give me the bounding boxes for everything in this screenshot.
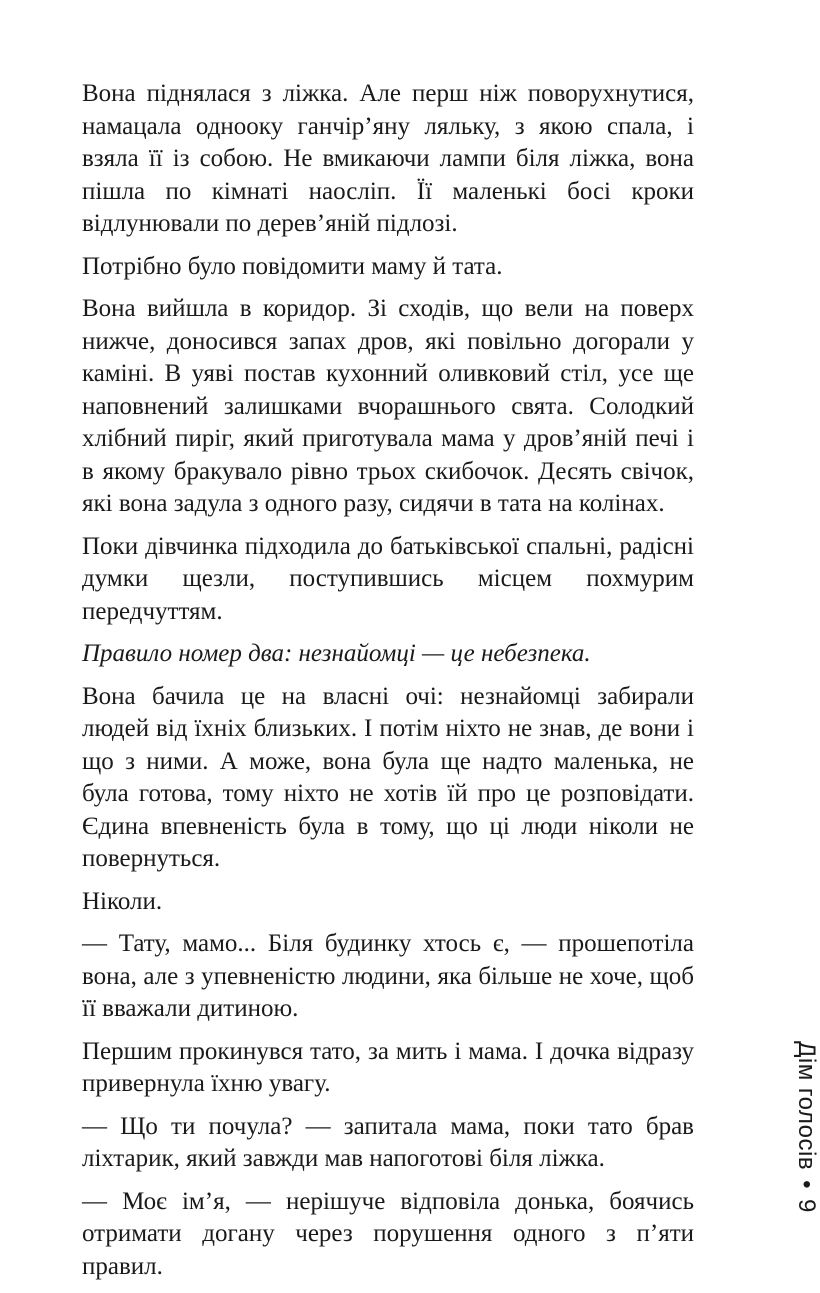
separator-dot: • — [792, 1180, 820, 1190]
paragraph-8: — Тату, мамо... Біля будинку хтось є, — прошепотіла вона, але з упевненістю людини, яка більше не хоче, щоб її вважали дитиною. — [82, 930, 694, 1022]
paragraph-10: — Що ти почула? — запитала мама, поки тато брав ліхтарик, який завжди мав напоготові біля ліжка. — [82, 1112, 694, 1172]
page-number: 9 — [792, 1199, 820, 1213]
paragraph-3: Вона вийшла в коридор. Зі сходів, що вели на поверх нижче, доносився запах дров, які повільно догорали у каміні. В уяві постав кухонний оливковий стіл, усе ще наповнений залишками вчорашнього свята. Солодкий хлібний пиріг, який приготувала мама у дров’яній печі і в якому бракувало рівно трьох скибочок. Десять свічок, які вона задула з одного разу, сидячи в тата на колінах. — [82, 295, 694, 517]
paragraph-4: Поки дівчинка підходила до батьківської спальні, радісні думки щезли, поступившись місцем похмурим передчуттям. — [82, 532, 694, 625]
book-title: Дім голосів — [792, 1041, 820, 1171]
paragraph-1: Вона піднялася з ліжка. Але перш ніж поворухнутися, намацала одноoку ганчір’яну ляльку, з якою спала, і взяла її із собою. Не вмикаючи лампи біля ліжка, вона пішла по кімнаті наосліп. Її маленькі босі кроки відлунювали по дерев’яній підлозі. — [82, 80, 694, 237]
paragraph-7: Ніколи. — [82, 887, 163, 915]
paragraph-rule-two: Правило номер два: незнайомці — це небезпека. — [82, 640, 591, 667]
paragraph-11: — Моє ім’я, — нерішуче відповіла донька, боячись отримати догану через порушення одного з п’яти правил. — [82, 1187, 694, 1280]
running-head — [720, 1032, 820, 1222]
paragraph-2: Потрібно було повідомити маму й тата. — [82, 252, 503, 280]
running-head-text — [792, 1041, 820, 1213]
paragraph-6: Вона бачила це на власні очі: незнайомці забирали людей від їхніх близьких. І потім ніхто не знав, де вони і що з ними. А може, вона була ще надто маленька, не була готова, тому ніхто не хотів їй про це розповідати. Єдина впевненість була в тому, що ці люди ніколи не повернуться. — [82, 682, 694, 872]
body-text — [82, 78, 694, 1293]
paragraph-9: Першим прокинувся тато, за мить і мама. І дочка відразу привернула їхню увагу. — [82, 1037, 694, 1097]
